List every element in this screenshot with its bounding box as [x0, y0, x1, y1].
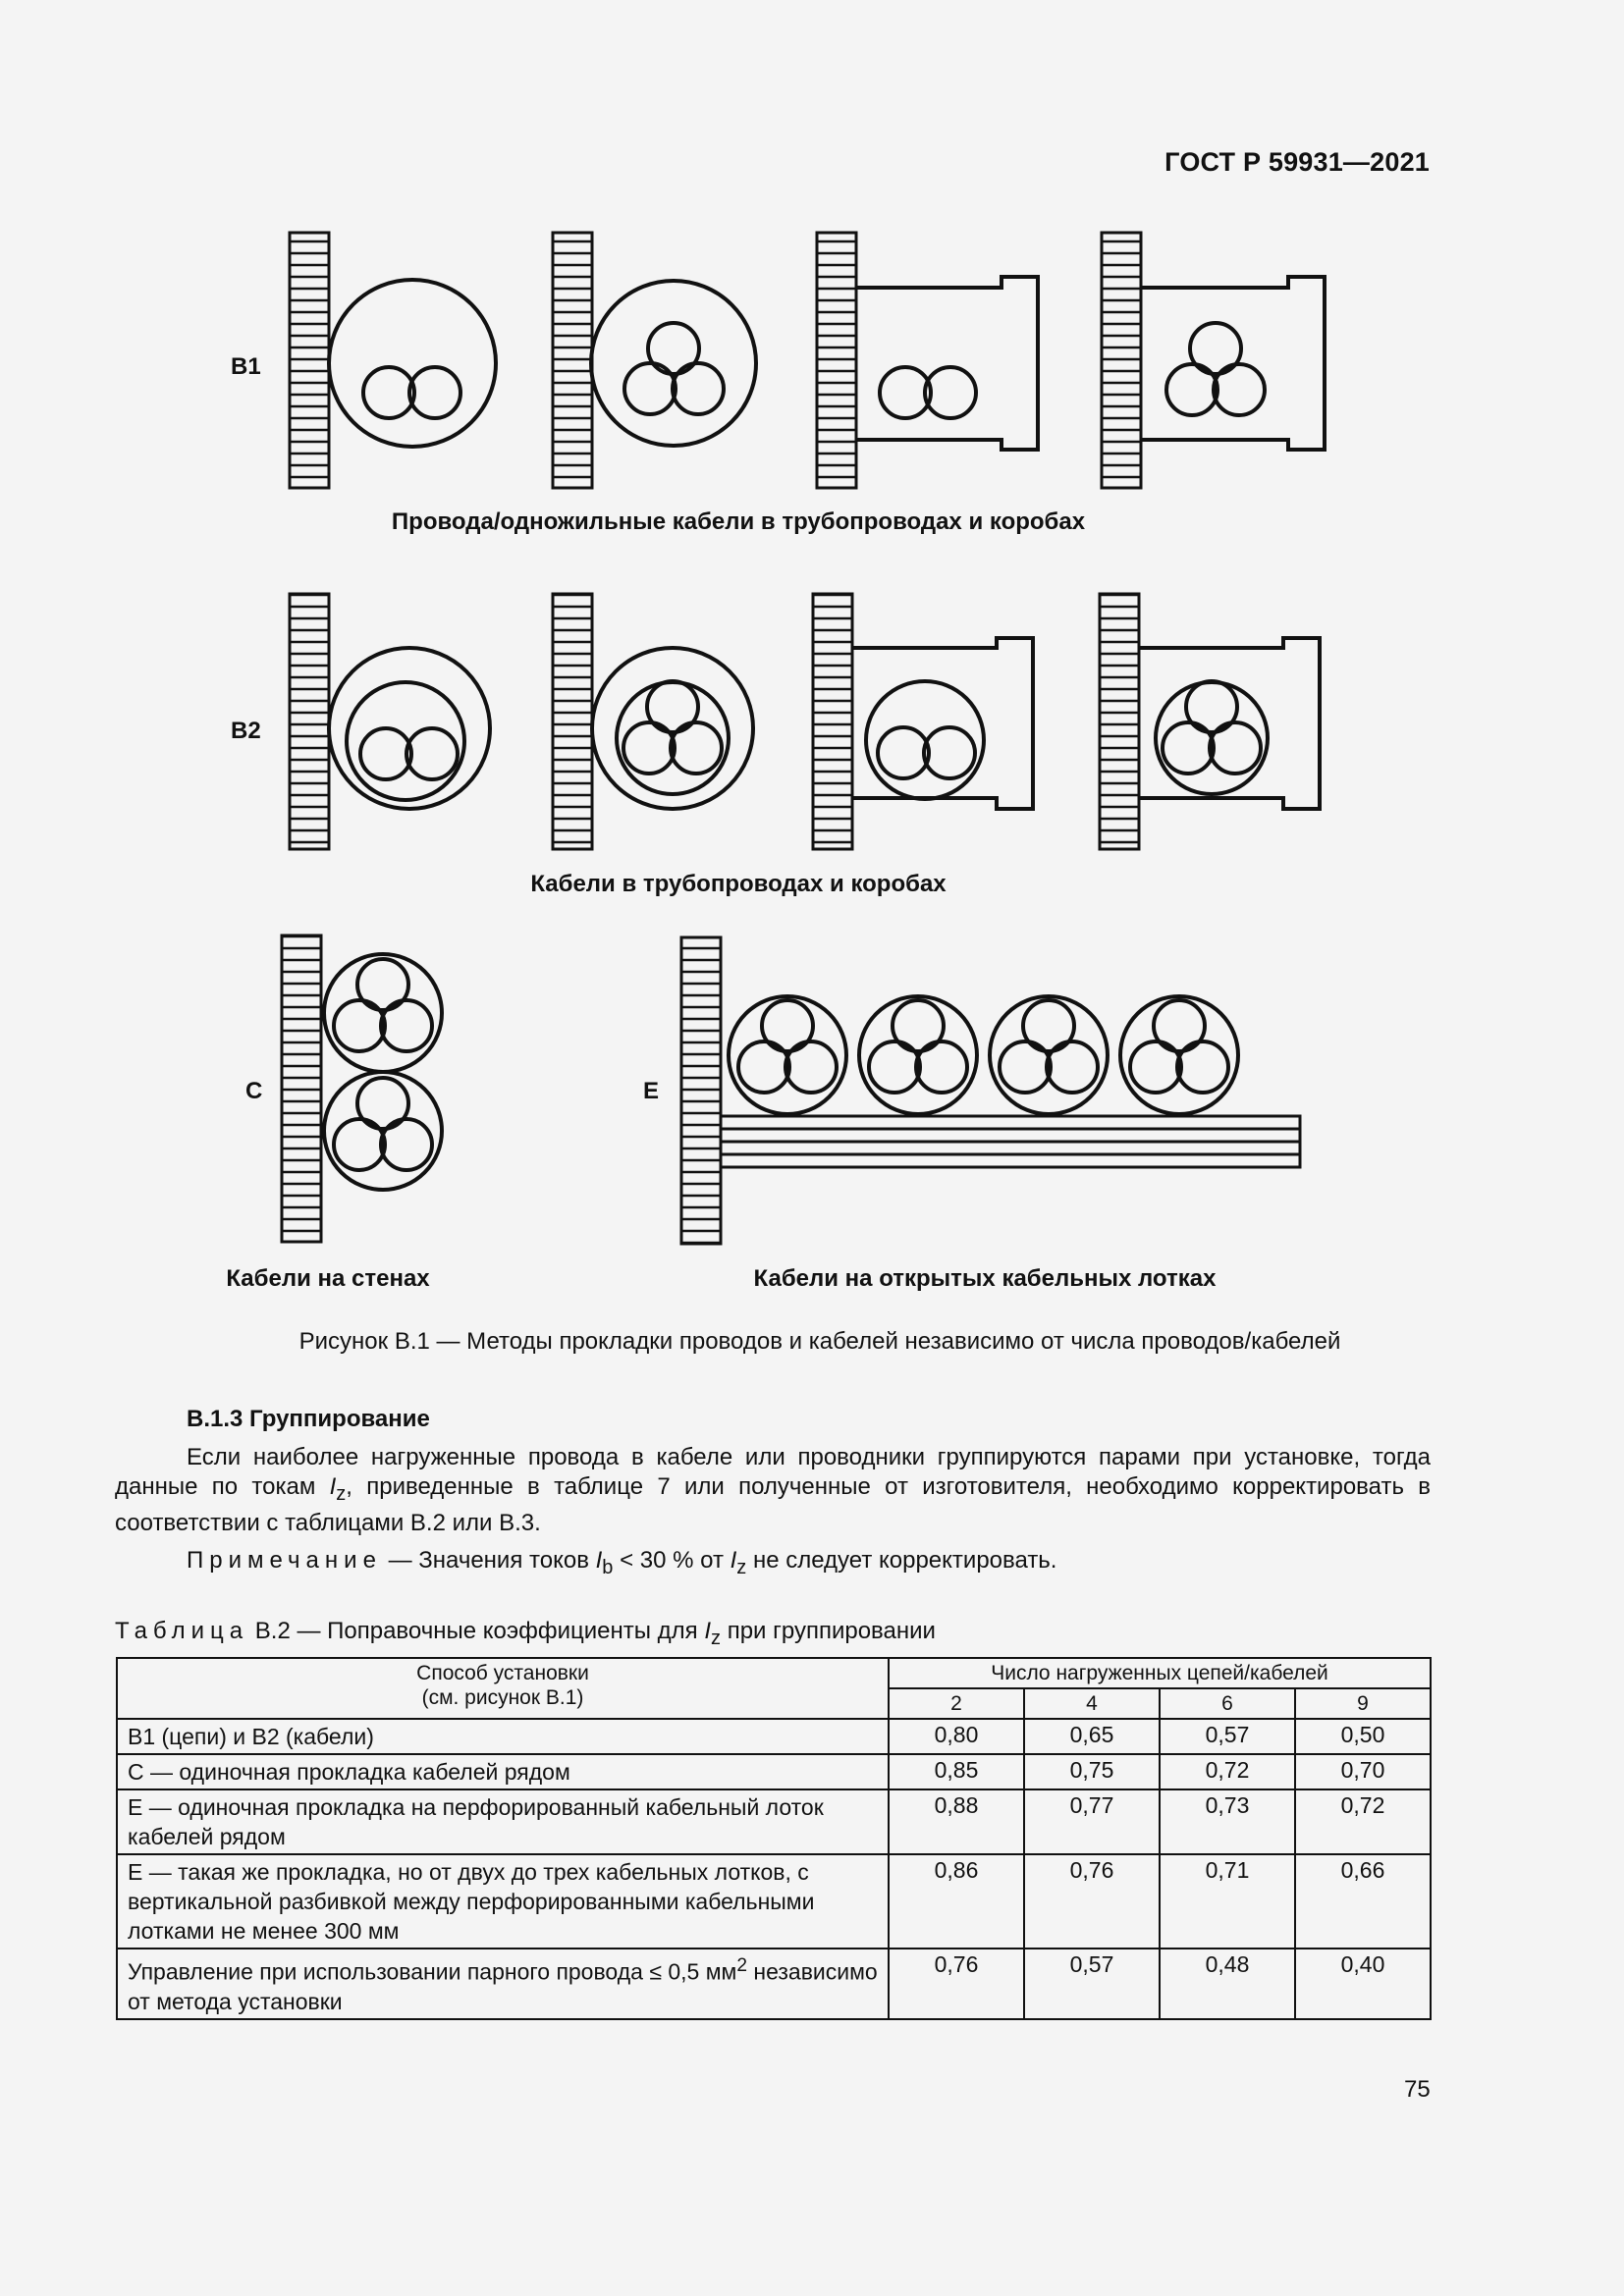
row-value: 0,65 [1024, 1719, 1160, 1754]
subcaption-row1: Провода/одножильные кабели в трубопроводах и коробах [391, 508, 1086, 535]
document-standard-number: ГОСТ Р 59931—2021 [1164, 147, 1430, 177]
row-value: 0,77 [1024, 1789, 1160, 1854]
header-count-value: 2 [889, 1688, 1024, 1719]
correction-factors-table [116, 1657, 1432, 2020]
label-c: C [245, 1078, 263, 1104]
row-description: С — одиночная прокладка кабелей рядом [117, 1754, 889, 1789]
table-row [117, 1949, 1431, 2019]
row-value: 0,76 [889, 1949, 1024, 2019]
note-label: Примечание [187, 1547, 382, 1574]
row-value: 0,72 [1295, 1789, 1431, 1854]
figure-caption: Рисунок В.1 — Методы прокладки проводов и кабелей независимо от числа проводов/кабелей [298, 1328, 1341, 1355]
row-description: В1 (цепи) и В2 (кабели) [117, 1719, 889, 1754]
row-value: 0,70 [1295, 1754, 1431, 1789]
row-value: 0,76 [1024, 1854, 1160, 1949]
b2-conduit-cable [290, 594, 490, 849]
row-value: 0,57 [1160, 1719, 1295, 1754]
header-count-value: 9 [1295, 1688, 1431, 1719]
table-header-row [117, 1658, 1431, 1688]
b1-trunking-single-core [817, 233, 1038, 488]
table-row [117, 1719, 1431, 1754]
row-value: 0,73 [1160, 1789, 1295, 1854]
row-value: 0,71 [1160, 1854, 1295, 1949]
table-row [117, 1854, 1431, 1949]
table-row [117, 1789, 1431, 1854]
row-value: 0,85 [889, 1754, 1024, 1789]
label-b1: B1 [231, 353, 261, 380]
b2-conduit-three-core-cable [553, 594, 753, 849]
c-cables-on-wall [282, 935, 442, 1242]
row-description: Е — такая же прокладка, но от двух до трех кабельных лотков, с вертикальной разбивкой между перфорированными кабельными лотками не менее 300 мм [117, 1854, 889, 1949]
row-value: 0,57 [1024, 1949, 1160, 2019]
b1-conduit-three-core [553, 233, 756, 488]
page-number: 75 [1404, 2076, 1431, 2103]
row-description: Е — одиночная прокладка на перфорированный кабельный лоток кабелей рядом [117, 1789, 889, 1854]
row-value: 0,50 [1295, 1719, 1431, 1754]
subcaption-trays: Кабели на открытых кабельных лотках [753, 1265, 1217, 1292]
header-count-value: 4 [1024, 1688, 1160, 1719]
row-value: 0,80 [889, 1719, 1024, 1754]
row-description: Управление при использовании парного провода ≤ 0,5 $мм^2$ независимо от метода установки [117, 1949, 889, 2019]
label-b2: B2 [231, 718, 261, 744]
row-value: 0,75 [1024, 1754, 1160, 1789]
row-value: 0,86 [889, 1854, 1024, 1949]
row-value: 0,88 [889, 1789, 1024, 1854]
e-cables-on-tray [681, 937, 1300, 1244]
section-paragraph: Если наиболее нагруженные провода в кабеле или проводники группируются парами при установке, тогда данные по токам $I_z$, приведенные в таблице 7 или полученные от изготовителя, необходимо корректировать в соответствии с таблицами В.2 или В.3. [115, 1444, 1431, 1536]
row-value: 0,72 [1160, 1754, 1295, 1789]
row-value: 0,48 [1160, 1949, 1295, 2019]
subcaption-row2: Кабели в трубопроводах и коробах [530, 871, 947, 897]
b2-trunking-cable [813, 594, 1033, 849]
row-value: 0,40 [1295, 1949, 1431, 2019]
note: Примечание — Значения токов $I_b < 30$ % от $I_z$ не следует корректировать. [187, 1547, 1057, 1578]
subcaption-walls: Кабели на стенах [226, 1265, 430, 1292]
table-label: Таблица [115, 1618, 249, 1644]
row-value: 0,66 [1295, 1854, 1431, 1949]
header-count-value: 6 [1160, 1688, 1295, 1719]
b1-trunking-three-core [1102, 233, 1325, 488]
table-title: Таблица В.2 — Поправочные коэффициенты для $I_z$ при группировании [115, 1618, 936, 1649]
section-heading: В.1.3 Группирование [187, 1406, 430, 1432]
table-row [117, 1754, 1431, 1789]
header-method: Способ установки (см. рисунок В.1) [117, 1658, 889, 1719]
label-e: E [643, 1078, 660, 1104]
b2-trunking-three-core-cable [1100, 594, 1320, 849]
b1-conduit-single-core [290, 233, 496, 488]
header-count: Число нагруженных цепей/кабелей [889, 1658, 1431, 1688]
